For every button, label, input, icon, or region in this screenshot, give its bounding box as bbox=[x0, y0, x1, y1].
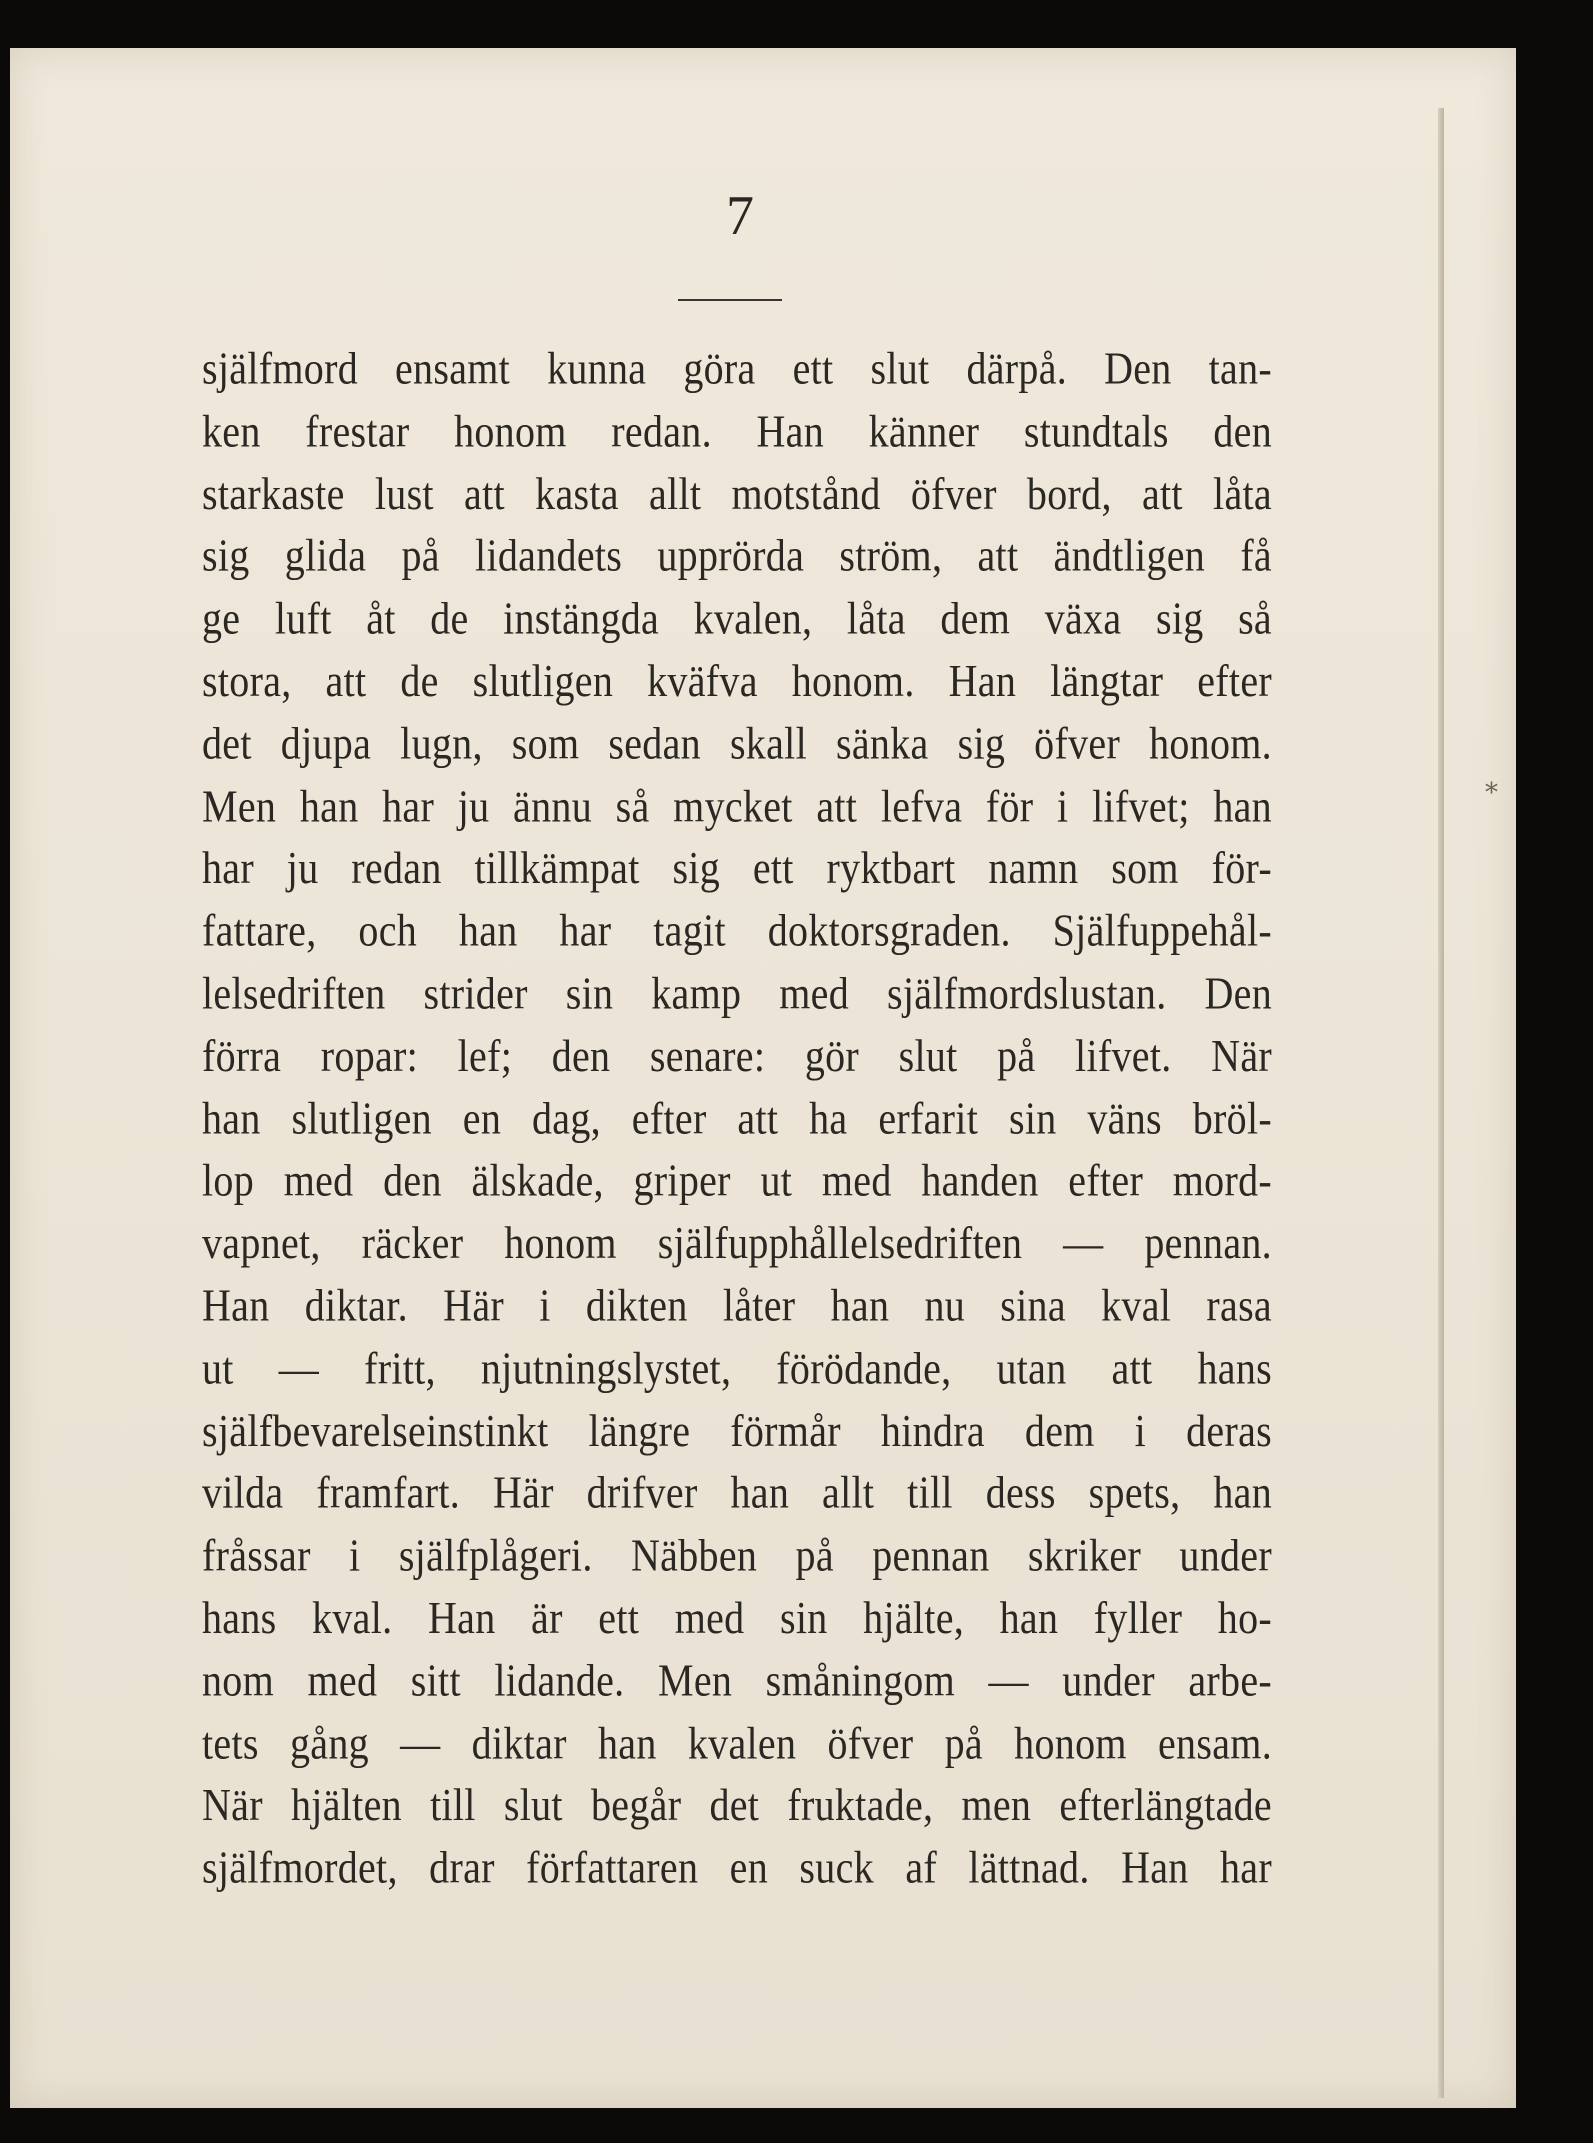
text-line: vilda framfart. Här drifver han allt till dess spets, han bbox=[202, 1466, 1272, 1519]
text-line: ken frestar honom redan. Han känner stundtals den bbox=[202, 405, 1272, 457]
book-page bbox=[10, 48, 1516, 2108]
text-line: fråssar i själfplågeri. Näbben på pennan skriker under bbox=[202, 1529, 1272, 1581]
text-line: själfbevarelseinstinkt längre förmår hindra dem i deras bbox=[202, 1404, 1272, 1456]
text-line: vapnet, räcker honom själfupphållelsedriften — pennan. bbox=[202, 1217, 1272, 1269]
text-line: har ju redan tillkämpat sig ett ryktbart namn som för- bbox=[202, 842, 1272, 894]
text-line: själfmord ensamt kunna göra ett slut därpå. Den tan- bbox=[202, 342, 1272, 394]
text-line: nom med sitt lidande. Men småningom — under arbe- bbox=[202, 1654, 1272, 1706]
page-number-rule bbox=[678, 299, 782, 301]
text-line: När hjälten till slut begår det fruktade, men efterlängtade bbox=[202, 1779, 1272, 1831]
text-line: det djupa lugn, som sedan skall sänka sig öfver honom. bbox=[202, 717, 1272, 769]
margin-mark: * bbox=[1485, 778, 1498, 808]
text-line: ge luft åt de instängda kvalen, låta dem växa sig så bbox=[202, 592, 1272, 644]
text-line: han slutligen en dag, efter att ha erfarit sin väns bröl- bbox=[202, 1092, 1272, 1144]
text-line: själfmordet, drar författaren en suck af lättnad. Han har bbox=[202, 1841, 1272, 1894]
page-edge bbox=[1438, 108, 1444, 2098]
text-line: lelsedriften strider sin kamp med själfmordslustan. Den bbox=[202, 967, 1272, 1019]
text-line: sig glida på lidandets upprörda ström, att ändtligen få bbox=[202, 529, 1272, 582]
body-text bbox=[202, 338, 1272, 1900]
text-line: hans kval. Han är ett med sin hjälte, han fyller ho- bbox=[202, 1591, 1272, 1644]
text-line: Men han har ju ännu så mycket att lefva för i lifvet; han bbox=[202, 779, 1272, 832]
text-line: förra ropar: lef; den senare: gör slut på lifvet. När bbox=[202, 1029, 1272, 1082]
text-line: stora, att de slutligen kväfva honom. Han längtar efter bbox=[202, 654, 1272, 707]
text-line: Han diktar. Här i dikten låter han nu sina kval rasa bbox=[202, 1279, 1272, 1331]
text-line: lop med den älskade, griper ut med handen efter mord- bbox=[202, 1154, 1272, 1206]
text-line: fattare, och han har tagit doktorsgraden. Själfuppehål- bbox=[202, 904, 1272, 957]
text-line: starkaste lust att kasta allt motstånd öfver bord, att låta bbox=[202, 467, 1272, 519]
page-number: 7 bbox=[726, 185, 754, 247]
text-line: ut — fritt, njutningslystet, förödande, utan att hans bbox=[202, 1342, 1272, 1394]
text-line: tets gång — diktar han kvalen öfver på honom ensam. bbox=[202, 1716, 1272, 1769]
